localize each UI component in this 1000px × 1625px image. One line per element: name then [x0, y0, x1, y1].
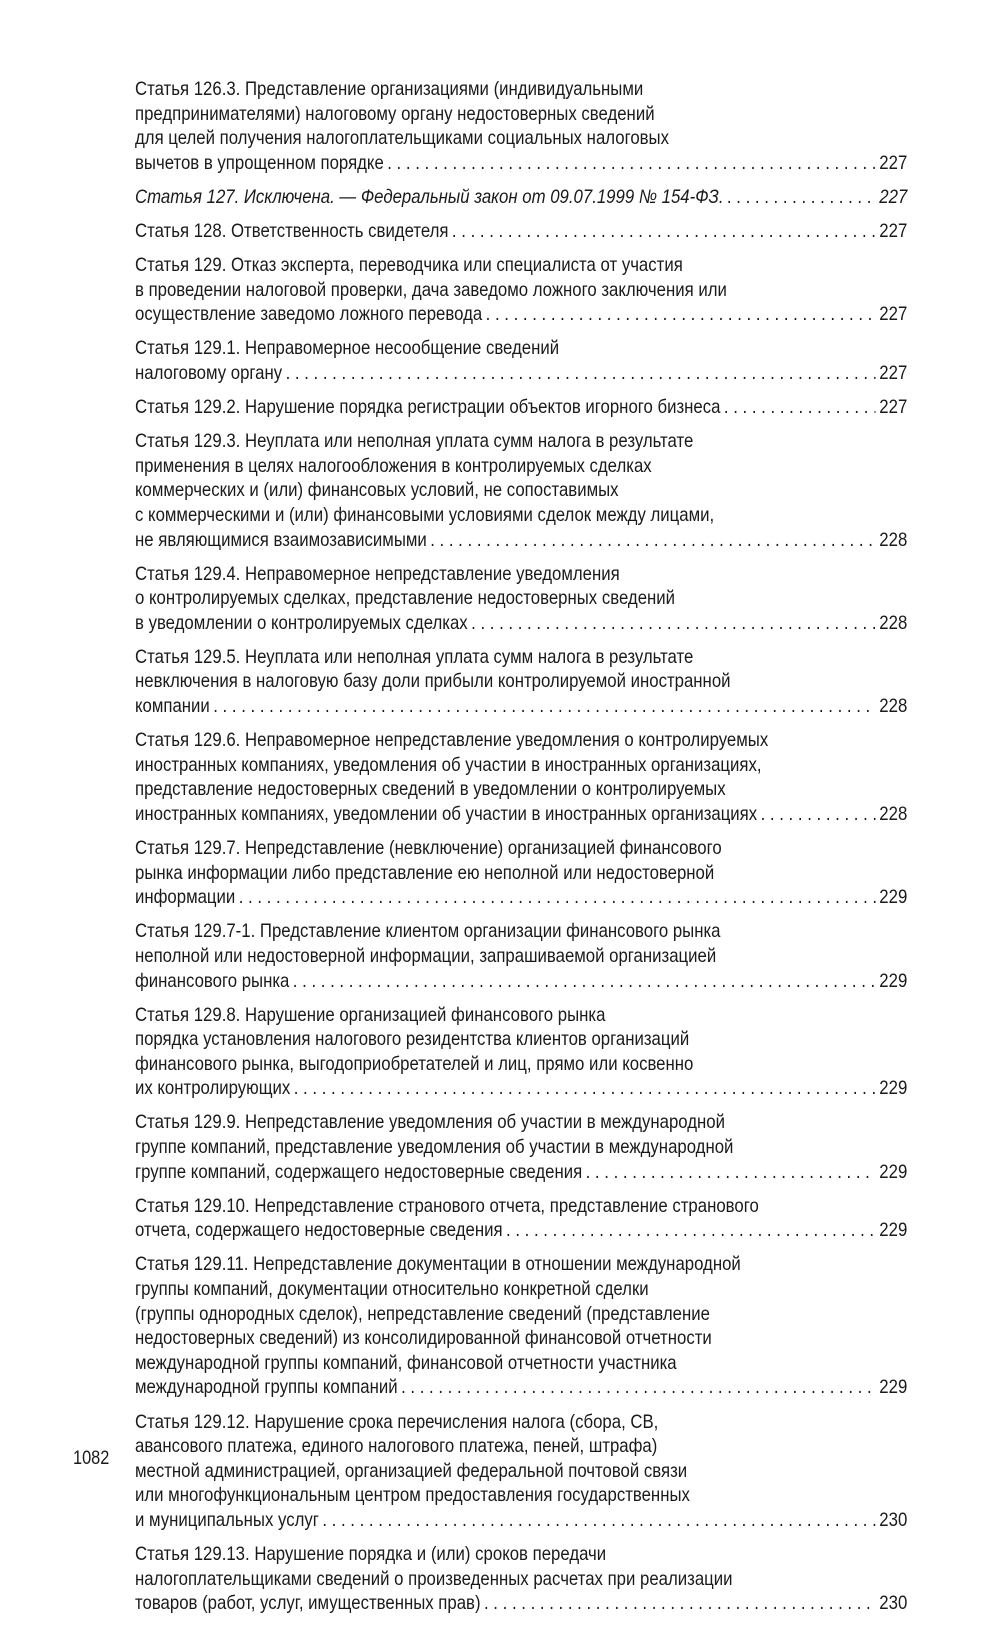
dot-leader — [484, 1591, 876, 1616]
toc-entry-line: налоговому органу — [135, 361, 283, 384]
toc-entry-line: группы компаний, документации относительно конкретной сделки — [135, 1278, 649, 1301]
toc-entry-line: отчета, содержащего недостоверные сведения — [135, 1219, 503, 1242]
toc-entry-last-line — [135, 694, 907, 719]
toc-entry-line: в проведении налоговой проверки, дача заведомо ложного заключения или — [135, 278, 727, 301]
toc-entry-page: 227 — [879, 219, 908, 242]
toc-entry-last-line — [135, 1076, 907, 1101]
toc-entry-page: 229 — [879, 1077, 908, 1100]
toc-entry-page: 227 — [879, 151, 908, 174]
toc-entry-last-line — [135, 302, 907, 327]
toc-entry-line: (группы однородных сделок), непредставление сведений (представление — [135, 1302, 710, 1325]
toc-entry-page: 228 — [879, 695, 908, 718]
toc-entry-last-line — [135, 1375, 907, 1400]
toc-entry-last-line — [135, 219, 907, 244]
toc-entry-line: группе компаний, представление уведомления об участии в международной — [135, 1136, 734, 1159]
dot-leader — [586, 1160, 876, 1185]
toc-entry-line: финансового рынка, выгодоприобретателей и лиц, прямо или косвенно — [135, 1052, 694, 1075]
toc-entry-page: 229 — [879, 969, 908, 992]
toc-entry-page: 228 — [879, 802, 908, 825]
toc-entry-page: 230 — [879, 1592, 908, 1615]
toc-entry-line: для целей получения налогоплательщиками социальных налоговых — [135, 127, 670, 150]
toc-entry-last-line — [135, 1591, 907, 1616]
toc-entry-line: применения в целях налогообложения в контролируемых сделках — [135, 454, 652, 477]
toc-entry-last-line — [135, 969, 907, 994]
toc-entry-line: Статья 129.12. Нарушение срока перечисления налога (сбора, СВ, — [135, 1410, 659, 1433]
toc-entry-line: товаров (работ, услуг, имущественных прав) — [135, 1592, 481, 1615]
toc-entry — [135, 1110, 907, 1184]
toc-entry-page: 227 — [879, 361, 908, 384]
toc-entry-line: и муниципальных услуг — [135, 1508, 319, 1531]
dot-leader — [452, 219, 876, 244]
toc-entry — [135, 1410, 907, 1533]
toc-entry-last-line — [135, 151, 907, 176]
toc-entry-line: Статья 129.8. Нарушение организацией финансового рынка — [135, 1003, 606, 1026]
toc-entry-line: компании — [135, 695, 210, 718]
toc-entry-line: иностранных компаниях, уведомления об участии в иностранных организациях, — [135, 753, 762, 776]
toc-entry-line: Статья 129. Отказ эксперта, переводчика или специалиста от участия — [135, 254, 683, 277]
toc-entry-line: иностранных компаниях, уведомлении об участии в иностранных организациях — [135, 802, 758, 825]
toc-entry-last-line — [135, 1218, 907, 1243]
dot-leader — [387, 151, 876, 176]
toc-entry-page: 229 — [879, 1219, 908, 1242]
dot-leader — [506, 1218, 876, 1243]
dot-leader — [761, 802, 876, 827]
dot-leader — [286, 361, 876, 386]
toc-entry-page: 228 — [879, 528, 908, 551]
toc-entry-line: группе компаний, содержащего недостоверные сведения — [135, 1160, 583, 1183]
toc-entry — [135, 185, 907, 210]
toc-entry — [135, 1194, 907, 1243]
dot-leader — [294, 1076, 876, 1101]
toc-entry-line: Статья 126.3. Представление организациями (индивидуальными — [135, 78, 644, 100]
page-number: 1082 — [73, 1448, 110, 1469]
dot-leader — [322, 1508, 876, 1533]
table-of-contents — [135, 77, 907, 1625]
toc-entry-line: Статья 129.6. Неправомерное непредставление уведомления о контролируемых — [135, 729, 769, 752]
toc-entry — [135, 429, 907, 552]
toc-entry-last-line — [135, 1160, 907, 1185]
toc-entry-line: Статья 129.10. Непредставление странового отчета, представление странового — [135, 1194, 759, 1217]
toc-entry-line: авансового платежа, единого налогового платежа, пеней, штрафа) — [135, 1435, 658, 1458]
toc-entry-page: 229 — [879, 1376, 908, 1399]
toc-entry-line: предпринимателями) налоговому органу недостоверных сведений — [135, 102, 655, 125]
toc-entry — [135, 1542, 907, 1616]
dot-leader — [239, 885, 876, 910]
toc-entry-line: вычетов в упрощенном порядке — [135, 151, 384, 174]
toc-entry — [135, 395, 907, 420]
toc-entry-line: Статья 129.1. Неправомерное несообщение сведений — [135, 337, 560, 360]
toc-entry-line: Статья 129.11. Непредставление документации в отношении международной — [135, 1253, 741, 1276]
toc-entry-last-line — [135, 395, 907, 420]
toc-entry-line: Статья 129.2. Нарушение порядка регистрации объектов игорного бизнеса — [135, 396, 721, 419]
toc-entry-line: международной группы компаний — [135, 1376, 398, 1399]
toc-entry-last-line — [135, 1508, 907, 1533]
toc-entry-page: 227 — [879, 185, 908, 208]
toc-entry-line: Статья 129.13. Нарушение порядка и (или) сроков передачи — [135, 1542, 607, 1565]
toc-entry-line: коммерческих и (или) финансовых условий, не сопоставимых — [135, 479, 619, 502]
toc-entry-line: невключения в налоговую базу доли прибыли контролируемой иностранной — [135, 670, 731, 693]
toc-entry-line: Статья 129.7-1. Представление клиентом организации финансового рынка — [135, 920, 721, 943]
toc-entry-last-line — [135, 802, 907, 827]
toc-entry — [135, 1003, 907, 1101]
toc-entry-line: Статья 129.9. Непредставление уведомления об участии в международной — [135, 1111, 725, 1134]
toc-entry-line: Статья 129.3. Неуплата или неполная уплата сумм налога в результате — [135, 430, 694, 453]
toc-entry-line: с коммерческими и (или) финансовыми условиями сделок между лицами, — [135, 503, 715, 526]
toc-entry-last-line — [135, 611, 907, 636]
toc-entry-line: порядка установления налогового резидентства клиентов организаций — [135, 1028, 690, 1051]
toc-entry — [135, 836, 907, 910]
toc-entry-last-line — [135, 528, 907, 553]
toc-entry-page: 229 — [879, 1160, 908, 1183]
dot-leader — [293, 969, 876, 994]
dot-leader — [401, 1375, 876, 1400]
toc-entry-line: в уведомлении о контролируемых сделках — [135, 611, 468, 634]
toc-entry — [135, 336, 907, 385]
dot-leader — [486, 302, 876, 327]
toc-entry — [135, 77, 907, 175]
toc-entry-line: международной группы компаний, финансовой отчетности участника — [135, 1351, 677, 1374]
toc-entry-line: Статья 128. Ответственность свидетеля — [135, 219, 449, 242]
toc-entry-line: недостоверных сведений) из консолидированной финансовой отчетности — [135, 1327, 712, 1350]
toc-entry — [135, 1252, 907, 1400]
toc-entry-page: 229 — [879, 886, 908, 909]
toc-entry-page: 227 — [879, 303, 908, 326]
toc-entry — [135, 645, 907, 719]
toc-entry — [135, 919, 907, 993]
toc-entry — [135, 253, 907, 327]
dot-leader — [471, 611, 876, 636]
toc-entry-line: их контролирующих — [135, 1077, 291, 1100]
toc-entry-line: рынка информации либо представление ею неполной или недостоверной — [135, 861, 715, 884]
toc-entry — [135, 562, 907, 636]
toc-entry-line: не являющимися взаимозависимыми — [135, 528, 427, 551]
toc-entry-last-line — [135, 361, 907, 386]
toc-entry-line: информации — [135, 886, 236, 909]
toc-entry-last-line — [135, 885, 907, 910]
toc-entry-line: или многофункциональным центром предоставления государственных — [135, 1484, 690, 1507]
toc-entry-line: неполной или недостоверной информации, запрашиваемой организацией — [135, 944, 717, 967]
toc-entry-page: 228 — [879, 611, 908, 634]
dot-leader — [430, 528, 876, 553]
toc-entry-line: местной администрацией, организацией федеральной почтовой связи — [135, 1459, 688, 1482]
toc-entry-line: о контролируемых сделках, представление недостоверных сведений — [135, 587, 676, 610]
toc-entry-line: представление недостоверных сведений в уведомлении о контролируемых — [135, 778, 726, 801]
toc-entry-line: Статья 127. Исключена. — Федеральный закон от 09.07.1999 № 154-ФЗ. — [135, 185, 724, 208]
toc-entry-line: Статья 129.5. Неуплата или неполная уплата сумм налога в результате — [135, 645, 694, 668]
toc-entry-page: 227 — [879, 396, 908, 419]
dot-leader — [213, 694, 876, 719]
toc-entry — [135, 728, 907, 826]
toc-entry-line: осуществление заведомо ложного перевода — [135, 303, 483, 326]
toc-entry-line: налогоплательщиками сведений о произведенных расчетах при реализации — [135, 1567, 733, 1590]
toc-entry-last-line — [135, 185, 907, 210]
toc-entry-line: Статья 129.4. Неправомерное непредставление уведомления — [135, 562, 620, 585]
toc-entry-page: 230 — [879, 1508, 908, 1531]
toc-entry-line: Статья 129.7. Непредставление (невключение) организацией финансового — [135, 837, 722, 860]
toc-entry — [135, 219, 907, 244]
dot-leader — [727, 185, 876, 210]
dot-leader — [724, 395, 876, 420]
toc-entry-line: финансового рынка — [135, 969, 290, 992]
